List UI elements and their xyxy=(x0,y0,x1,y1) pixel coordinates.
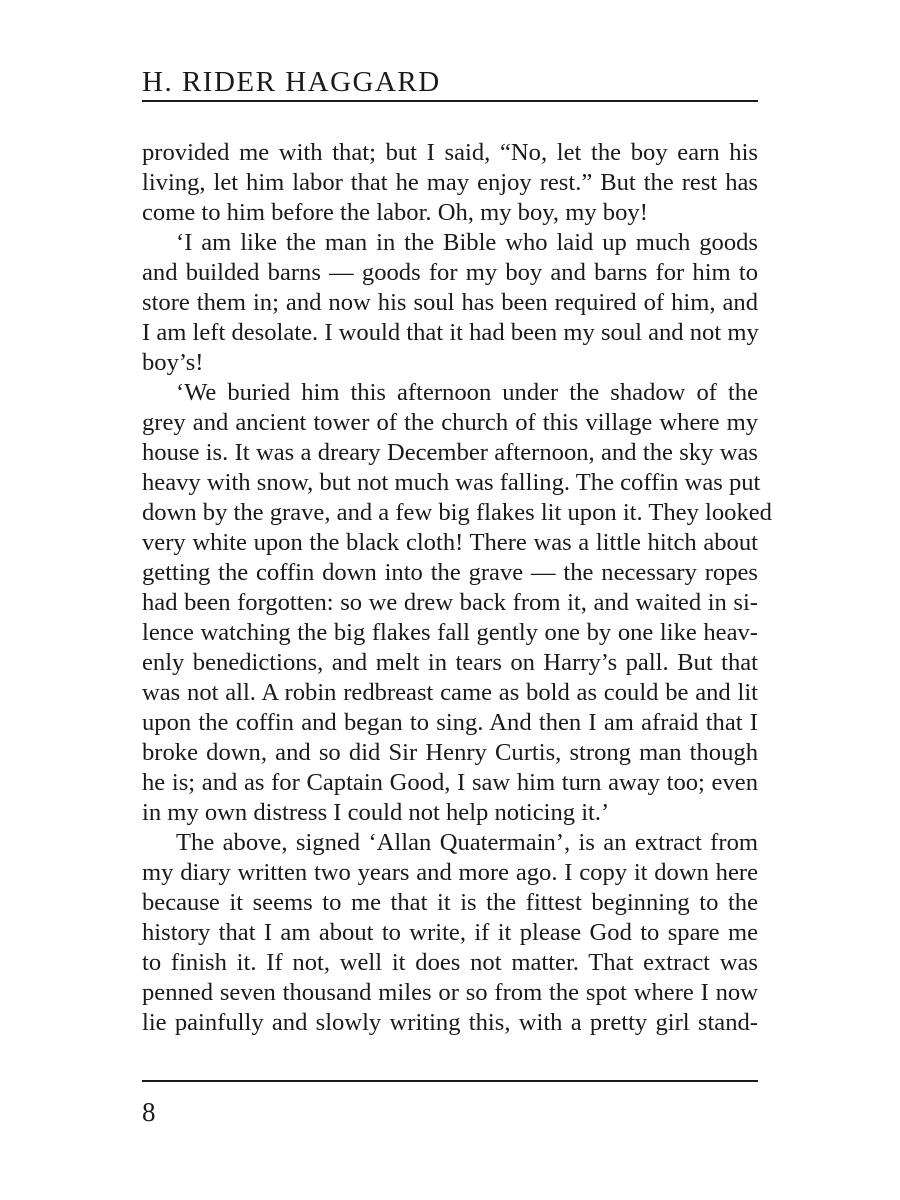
footer-rule xyxy=(142,1080,758,1082)
text-line: come to him before the labor. Oh, my boy, my boy! xyxy=(142,199,648,226)
text-line: lie painfully and slowly writing this, with a pretty girl stand- xyxy=(142,1009,758,1036)
paragraph xyxy=(142,828,758,1038)
running-head: H. RIDER HAGGARD xyxy=(142,66,441,98)
paragraph xyxy=(142,228,758,378)
text-line: house is. It was a dreary December afternoon, and the sky was xyxy=(142,439,758,466)
text-line: history that I am about to write, if it please God to spare me xyxy=(142,919,758,946)
text-line: broke down, and so did Sir Henry Curtis, strong man though xyxy=(142,739,758,766)
text-line: upon the coffin and began to sing. And then I am afraid that I xyxy=(142,709,758,736)
text-line: to finish it. If not, well it does not matter. That extract was xyxy=(142,949,758,976)
paragraph xyxy=(142,138,758,228)
text-line: my diary written two years and more ago. I copy it down here xyxy=(142,859,758,886)
text-line: down by the grave, and a few big flakes lit upon it. They looked xyxy=(142,499,772,526)
text-line: lence watching the big flakes fall gently one by one like heav- xyxy=(142,619,758,646)
text-line: The above, signed ‘Allan Quatermain’, is an extract from xyxy=(176,829,758,856)
text-line: living, let him labor that he may enjoy rest.” But the rest has xyxy=(142,169,758,196)
text-line: ‘I am like the man in the Bible who laid up much goods xyxy=(176,229,758,256)
body-text xyxy=(142,138,772,1038)
page-footer xyxy=(142,1080,758,1128)
text-line: was not all. A robin redbreast came as bold as could be and lit xyxy=(142,679,758,706)
text-line: boy’s! xyxy=(142,349,204,376)
text-line: in my own distress I could not help noticing it.’ xyxy=(142,799,610,826)
text-line: because it seems to me that it is the fittest beginning to the xyxy=(142,889,758,916)
text-line: ‘We buried him this afternoon under the shadow of the xyxy=(176,379,758,406)
page-number: 8 xyxy=(142,1097,156,1127)
text-line: store them in; and now his soul has been required of him, and xyxy=(142,289,758,316)
text-line: penned seven thousand miles or so from the spot where I now xyxy=(142,979,758,1006)
page-header xyxy=(142,64,758,102)
text-line: I am left desolate. I would that it had been my soul and not my xyxy=(142,319,759,346)
header-rule xyxy=(142,100,758,102)
text-line: and builded barns — goods for my boy and barns for him to xyxy=(142,259,758,286)
text-line: enly benedictions, and melt in tears on Harry’s pall. But that xyxy=(142,649,758,676)
text-line: grey and ancient tower of the church of this village where my xyxy=(142,409,758,436)
text-line: he is; and as for Captain Good, I saw him turn away too; even xyxy=(142,769,758,796)
text-line: had been forgotten: so we drew back from it, and waited in si- xyxy=(142,589,758,616)
text-line: getting the coffin down into the grave — the necessary ropes xyxy=(142,559,758,586)
paragraph xyxy=(142,378,772,828)
text-line: very white upon the black cloth! There was a little hitch about xyxy=(142,529,758,556)
text-line: provided me with that; but I said, “No, let the boy earn his xyxy=(142,139,758,166)
text-line: heavy with snow, but not much was falling. The coffin was put xyxy=(142,469,761,496)
